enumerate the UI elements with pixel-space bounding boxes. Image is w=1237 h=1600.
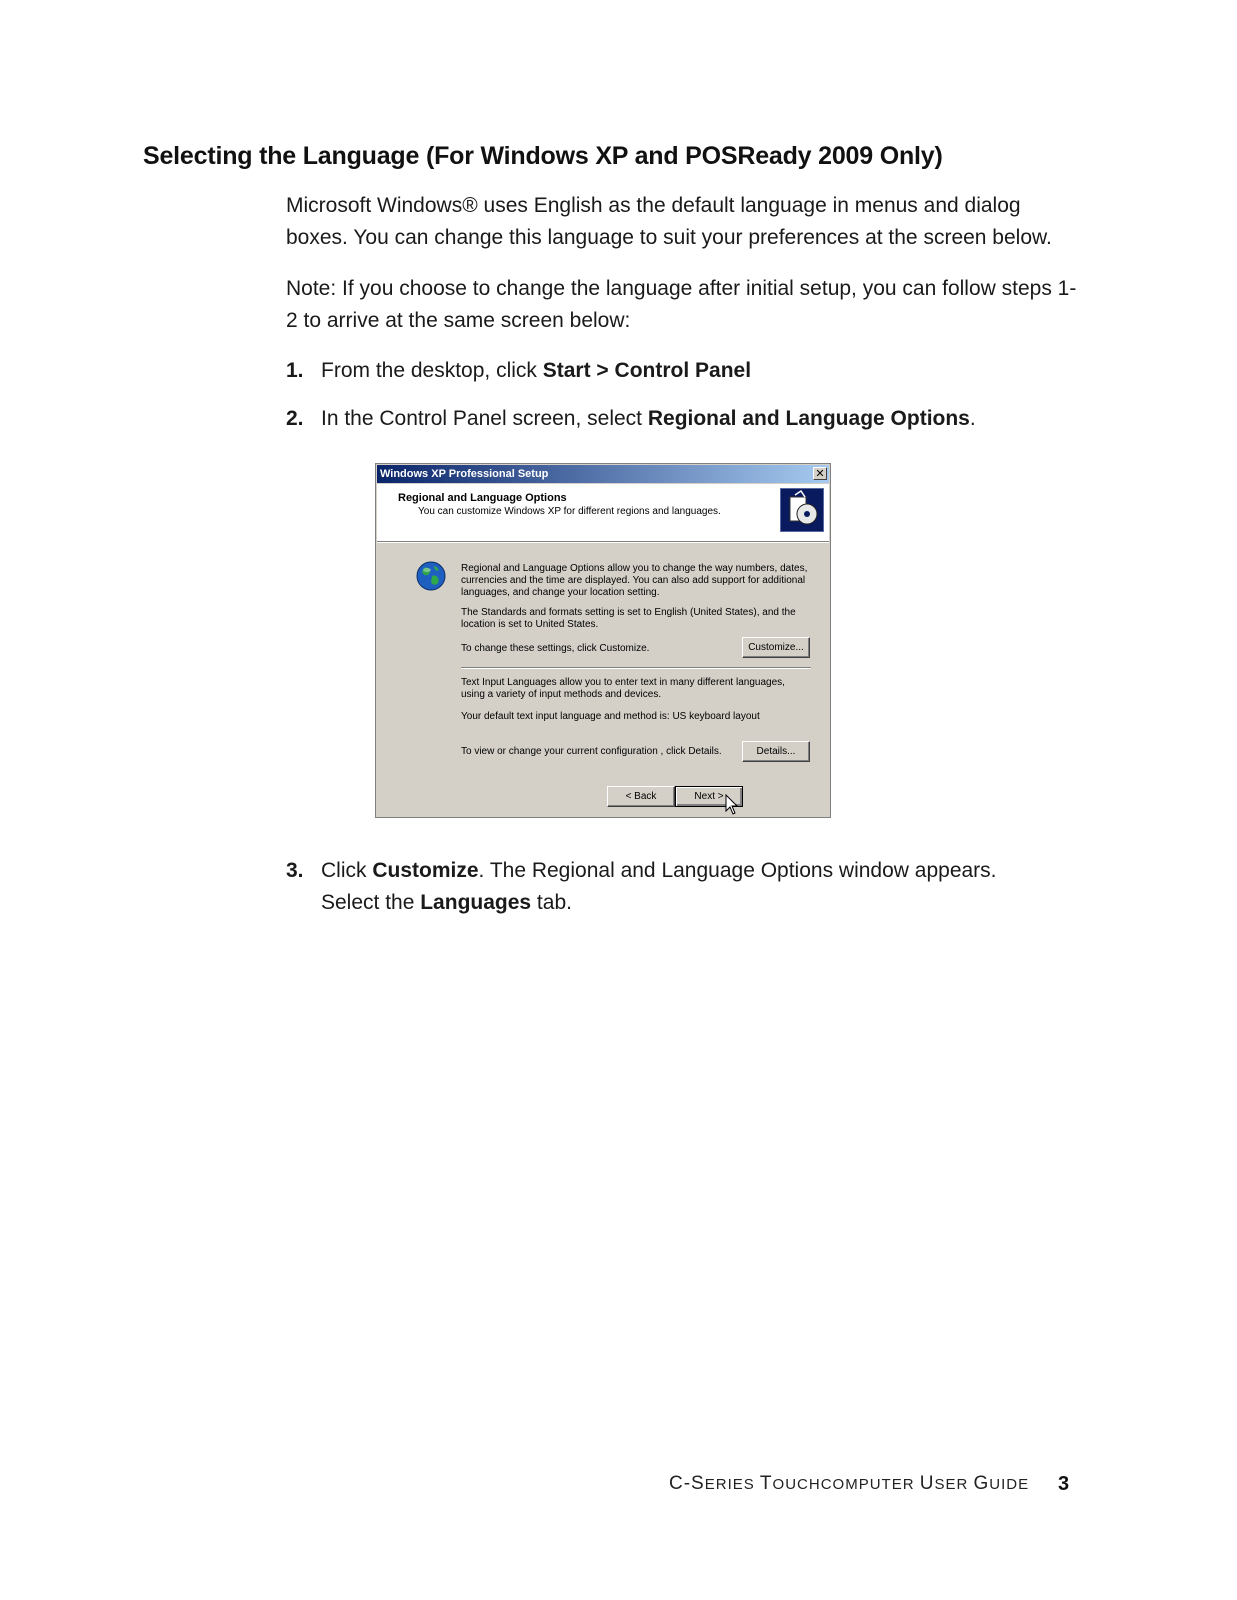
footer-guide-title: C-SERIES TOUCHCOMPUTER USER GUIDE: [669, 1473, 1030, 1494]
customize-button[interactable]: Customize...: [742, 637, 810, 658]
dialog-paragraph-3: To change these settings, click Customize.: [461, 643, 650, 654]
step-text: Click: [321, 859, 373, 882]
intro-paragraph: Microsoft Windows® uses English as the default language in menus and dialog boxes. You can change this language to suit your preferences at the screen below.: [286, 194, 1052, 249]
step-text-end: . The Regional and Language Options window appears.: [478, 859, 997, 882]
section-heading: Selecting the Language (For Windows XP and POSReady 2009 Only): [143, 142, 943, 170]
step-text-line2-end: tab.: [531, 891, 572, 914]
dialog-header-subtitle: You can customize Windows XP for different regions and languages.: [418, 506, 721, 517]
step-emphasis: Start > Control Panel: [542, 359, 752, 382]
page-number: 3: [1058, 1473, 1070, 1495]
next-button[interactable]: Next >: [675, 786, 743, 807]
dialog-paragraph-6: To view or change your current configuration , click Details.: [461, 746, 722, 757]
dialog-titlebar: [377, 465, 829, 483]
step-text-line2: Select the: [321, 891, 421, 914]
dialog-paragraph-5: Your default text input language and method is: US keyboard layout: [461, 711, 760, 722]
step-emphasis-line2: Languages: [420, 891, 532, 914]
step-2: [286, 403, 1066, 435]
header-divider: [377, 542, 829, 543]
details-button[interactable]: Details...: [742, 741, 810, 762]
close-icon: ✕: [815, 468, 825, 480]
dialog-paragraph-1: Regional and Language Options allow you to change the way numbers, dates, currencies and the time are displayed. You can also add support for additional languages, and change your location setting.: [461, 563, 808, 598]
close-button[interactable]: [813, 467, 827, 480]
dialog-header: [377, 484, 829, 542]
dialog-separator: [461, 667, 811, 669]
step-emphasis: Customize: [372, 859, 479, 882]
step-number: 3.: [286, 859, 304, 882]
step-text-end: .: [969, 407, 976, 430]
mouse-pointer-icon: [725, 794, 739, 816]
step-emphasis: Regional and Language Options: [647, 407, 970, 430]
step-text: From the desktop, click: [321, 359, 543, 382]
step-number: 2.: [286, 407, 304, 430]
back-button[interactable]: < Back: [607, 786, 675, 807]
note-paragraph: Note: If you choose to change the language after initial setup, you can follow steps 1-2 to arrive at the same screen below:: [286, 277, 1077, 332]
step-number: 1.: [286, 359, 304, 382]
dialog-header-title: Regional and Language Options: [398, 492, 567, 504]
step-3: [286, 855, 1066, 919]
setup-dialog-screenshot: [375, 463, 831, 818]
step-1: [286, 355, 1066, 387]
globe-icon: [416, 561, 446, 591]
dialog-paragraph-2: The Standards and formats setting is set to English (United States), and the location is set to United States.: [461, 607, 796, 630]
dialog-title: Windows XP Professional Setup: [380, 468, 549, 480]
dialog-paragraph-4: Text Input Languages allow you to enter text in many different languages, using a variety of input methods and devices.: [461, 677, 785, 700]
step-text: In the Control Panel screen, select: [321, 407, 648, 430]
setup-disc-icon: [780, 488, 824, 532]
